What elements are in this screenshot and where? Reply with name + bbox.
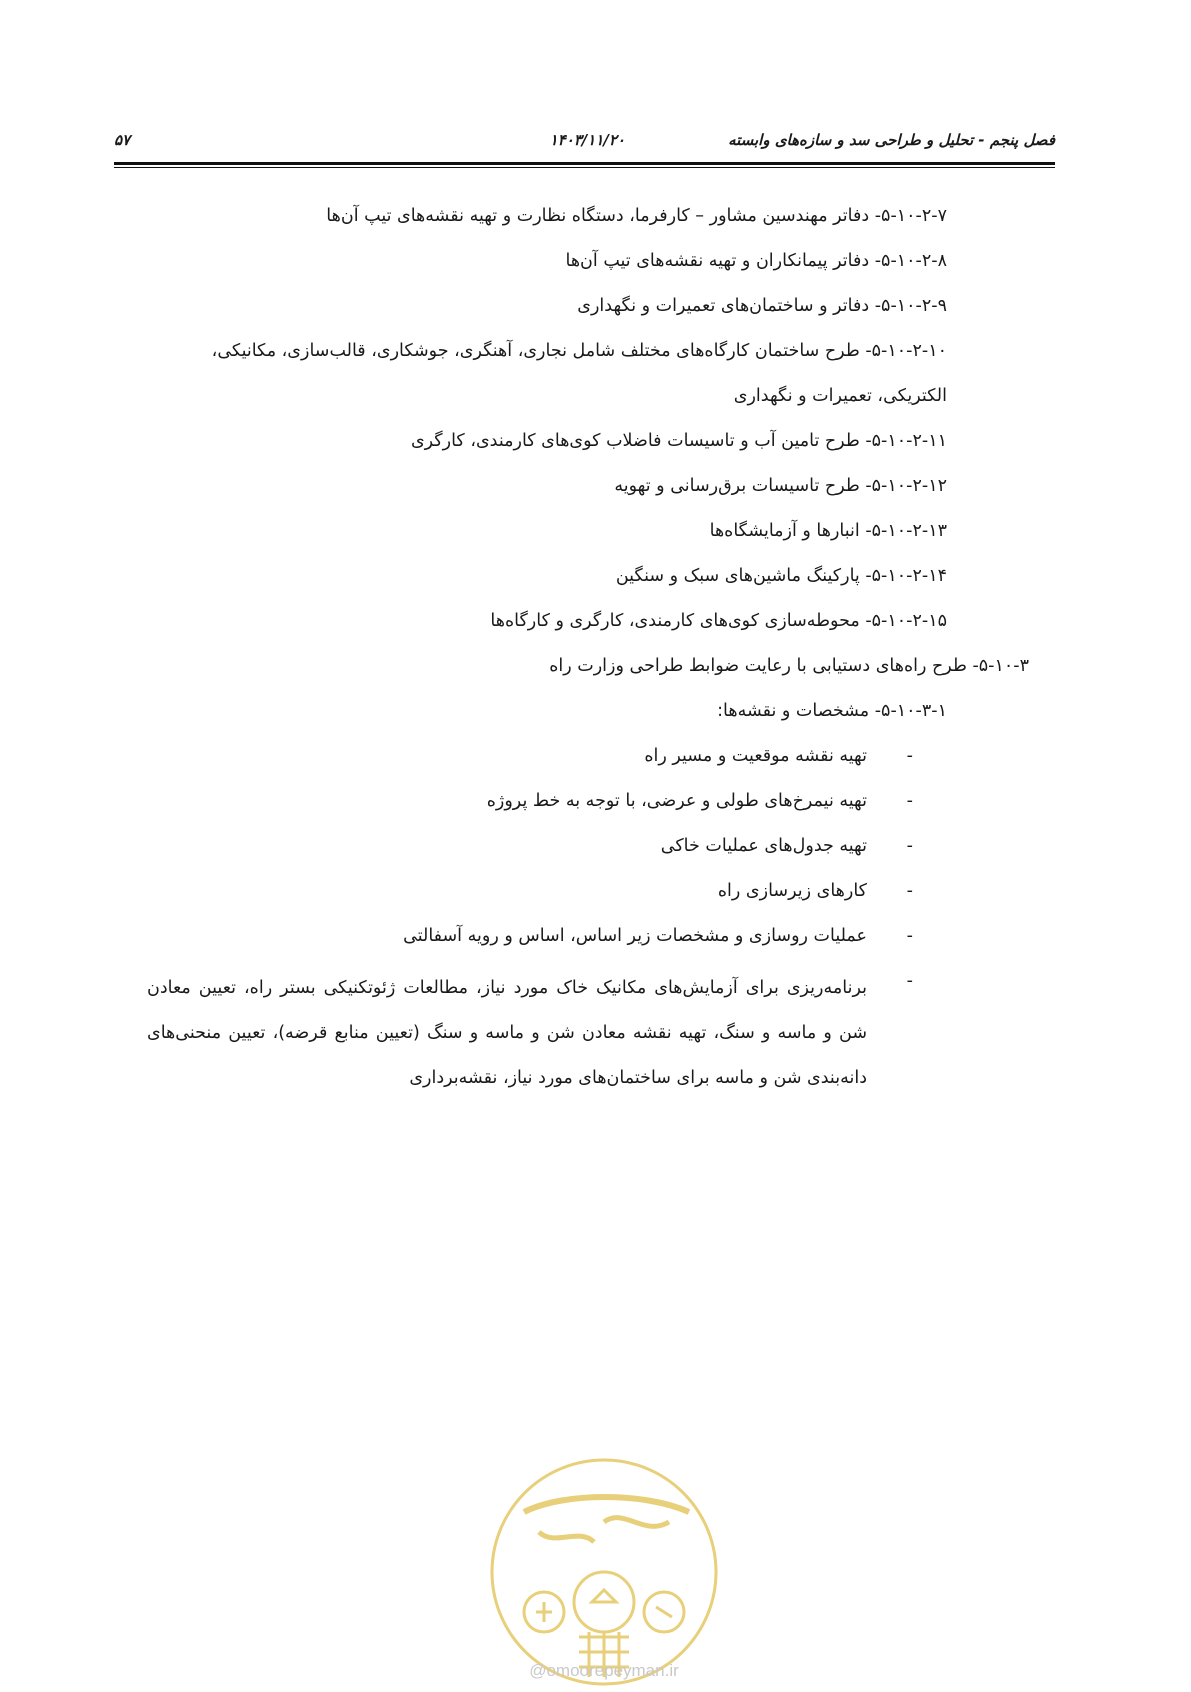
- section-5-10-2-8: ۵-۱۰-۲-۸- دفاتر پیمانکاران و تهیه نقشه‌های تیپ آن‌ها: [565, 251, 947, 271]
- page-header: [114, 128, 1055, 158]
- list-item-text: تهیه نقشه موقعیت و مسیر راه: [644, 746, 867, 766]
- section-5-10-2-9: ۵-۱۰-۲-۹- دفاتر و ساختمان‌های تعمیرات و نگهداری: [577, 296, 947, 316]
- bullet-dash: -: [906, 791, 913, 811]
- section-5-10-2-15: ۵-۱۰-۲-۱۵- محوطه‌سازی کوی‌های کارمندی، کارگری و کارگاه‌ها: [490, 611, 947, 631]
- section-5-10-2-11: ۵-۱۰-۲-۱۱- طرح تامین آب و تاسیسات فاضلاب کوی‌های کارمندی، کارگری: [410, 431, 947, 451]
- bullet-dash: -: [906, 926, 913, 946]
- page-number: ۵۷: [114, 131, 131, 149]
- list-item-text: تهیه نیمرخ‌های طولی و عرضی، با توجه به خط پروژه: [486, 791, 867, 811]
- section-5-10-3-heading: ۵-۱۰-۳- طرح راه‌های دستیابی با رعایت ضوابط طراحی وزارت راه: [549, 656, 1029, 676]
- watermark-url: @omoorepeyman.ir: [529, 1661, 679, 1680]
- omoorepeyman-logo-watermark: [484, 1452, 724, 1692]
- bullet-dash: -: [906, 746, 913, 766]
- bullet-dash: -: [906, 836, 913, 856]
- section-5-10-2-10: ۵-۱۰-۲-۱۰- طرح ساختمان کارگاه‌های مختلف شامل نجاری، آهنگری، جوشکاری، قالب‌سازی، مکانیکی،: [211, 341, 947, 361]
- list-item-text: کارهای زیرسازی راه: [717, 881, 867, 901]
- bullet-dash: -: [906, 881, 913, 901]
- header-rule-thin: [114, 167, 1055, 168]
- section-5-10-2-10-continued: الکتریکی، تعمیرات و نگهداری: [733, 386, 947, 406]
- bullet-dash: -: [906, 971, 913, 991]
- section-5-10-3-1: ۵-۱۰-۳-۱- مشخصات و نقشه‌ها:: [717, 701, 947, 721]
- header-rule-thick: [114, 162, 1055, 165]
- section-5-10-2-7: ۵-۱۰-۲-۷- دفاتر مهندسین مشاور – کارفرما، دستگاه نظارت و تهیه نقشه‌های تیپ آن‌ها: [326, 206, 947, 226]
- list-item-text: تهیه جدول‌های عملیات خاکی: [660, 836, 867, 856]
- section-5-10-2-12: ۵-۱۰-۲-۱۲- طرح تاسیسات برق‌رسانی و تهویه: [614, 476, 947, 496]
- section-5-10-2-13: ۵-۱۰-۲-۱۳- انبارها و آزمایشگاه‌ها: [709, 521, 947, 541]
- list-item-text: برنامه‌ریزی برای آزمایش‌های مکانیک خاک مورد نیاز، مطالعات ژئوتکنیکی بستر راه، تعیین معادن شن و ماسه و سنگ، تهیه نقشه معادن شن و ماسه و سنگ (تعیین منابع قرضه)، تعیین منحنی‌های دانه‌بندی شن و ماسه برای ساختمان‌های مورد نیاز، نقشه‌برداری: [147, 978, 867, 1088]
- header-date: ۱۴۰۳/۱۱/۲۰: [549, 131, 625, 149]
- list-item-text: عملیات روسازی و مشخصات زیر اساس، اساس و رویه آسفالتی: [403, 926, 867, 946]
- chapter-title: فصل پنجم - تحلیل و طراحی سد و سازه‌های وابسته: [728, 131, 1055, 149]
- section-5-10-2-14: ۵-۱۰-۲-۱۴- پارکینگ ماشین‌های سبک و سنگین: [615, 566, 947, 586]
